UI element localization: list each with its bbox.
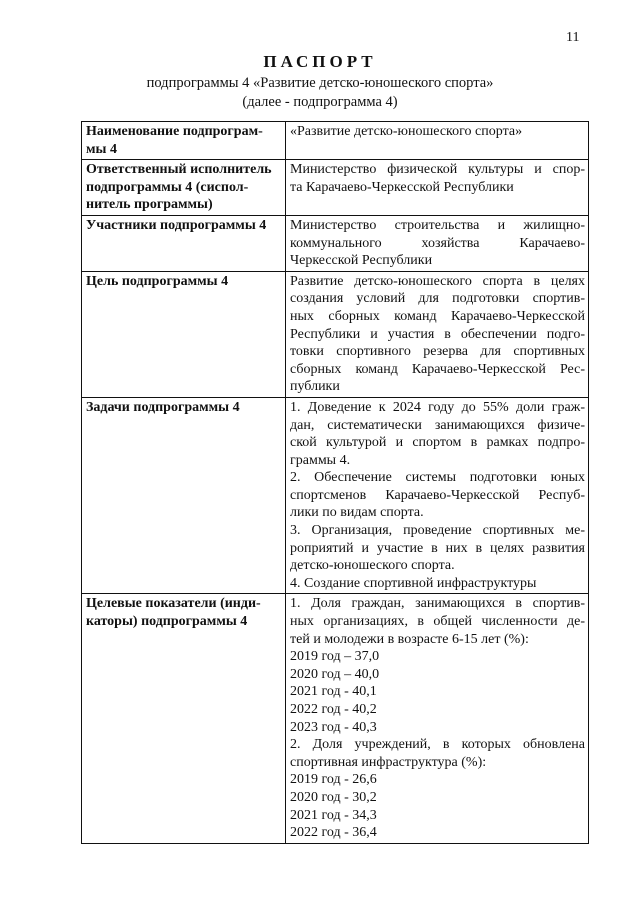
row-value-line: 4. Создание спортивной инфраструктуры — [290, 575, 537, 591]
row-value-line: Министерство физической культуры и спор- — [290, 162, 585, 178]
row-value-line: товки спортивного резерва для спортивных — [290, 344, 585, 360]
table-row — [82, 397, 589, 594]
row-value-line: создания условий для подготовки спортив- — [290, 291, 585, 307]
row-value — [286, 397, 589, 594]
row-label-line: каторы) подпрограммы 4 — [86, 614, 248, 630]
row-label — [82, 215, 286, 271]
row-value-line: ных организациях, в общей численности де- — [290, 614, 585, 630]
row-label-line: Ответственный исполнитель — [86, 162, 272, 178]
row-value-line: «Развитие детско-юношеского спорта» — [290, 124, 523, 139]
page-number: 11 — [566, 30, 580, 45]
row-value-line: 2020 год – 40,0 — [290, 666, 380, 682]
document-title: ПАСПОРТ — [263, 52, 377, 71]
row-label — [82, 271, 286, 397]
row-value-line: дан, систематически занимающихся физиче- — [290, 417, 585, 433]
row-value-line: граммы 4. — [290, 452, 351, 468]
row-label-line: Цель подпрограммы 4 — [86, 273, 229, 289]
row-value-line: та Карачаево-Черкесской Республики — [290, 179, 514, 195]
row-value-line: 2. Доля учреждений, в которых обновлена — [290, 737, 585, 753]
row-value-line: 2021 год - 40,1 — [290, 684, 377, 700]
row-value-line: 2019 год - 26,6 — [290, 772, 377, 788]
document-subtitle-note: (далее - подпрограмма 4) — [242, 94, 398, 110]
row-value-line: 3. Организация, проведение спортивных ме- — [290, 523, 585, 539]
table-row — [82, 215, 589, 271]
passport-table-body — [82, 122, 589, 844]
row-label — [82, 122, 286, 160]
row-label — [82, 397, 286, 594]
row-value-line: коммунального хозяйства Карачаево- — [290, 235, 585, 251]
row-value-line: ской культурой и спортом в рамках подпро- — [290, 435, 585, 451]
row-label-line: подпрограммы 4 (сиспол- — [86, 179, 249, 195]
passport-table — [81, 121, 589, 844]
row-value-line: 1. Доля граждан, занимающихся в спортив- — [290, 596, 585, 612]
row-label-line: мы 4 — [86, 141, 117, 157]
row-value-line: 2022 год - 40,2 — [290, 702, 377, 717]
row-value-line: Республики и участия в обеспечении подго- — [290, 326, 585, 342]
row-value-line: 2. Обеспечение системы подготовки юных — [290, 470, 585, 486]
row-label-line: Наименование подпрограм- — [86, 124, 263, 139]
row-value-line: публики — [290, 379, 340, 395]
row-label-line: нитель программы) — [86, 197, 213, 213]
row-value-line: 2023 год - 40,3 — [290, 719, 377, 735]
row-value — [286, 215, 589, 271]
row-label — [82, 160, 286, 216]
document-subtitle: подпрограммы 4 «Развитие детско-юношеского спорта» — [146, 75, 494, 91]
row-value-line: Черкесской Республики — [290, 253, 433, 269]
row-value-line: 2019 год – 37,0 — [290, 649, 380, 665]
table-row — [82, 594, 589, 843]
row-label-line: Участники подпрограммы 4 — [86, 217, 267, 233]
table-row — [82, 271, 589, 397]
row-value-line: сборных команд Карачаево-Черкесской Рес- — [290, 361, 585, 377]
row-value-line: Министерство строительства и жилищно- — [290, 217, 585, 233]
row-label-line: Целевые показатели (инди- — [86, 596, 261, 612]
row-value-line: 2021 год - 34,3 — [290, 807, 377, 823]
row-value-line: тей и молодежи в возрасте 6-15 лет (%): — [290, 631, 529, 647]
row-label — [82, 594, 286, 843]
row-value-line: 2022 год - 36,4 — [290, 825, 377, 841]
row-value-line: спортивная инфраструктура (%): — [290, 754, 487, 770]
row-value-line: Развитие детско-юношеского спорта в целях — [290, 273, 585, 289]
row-value-line: лики по видам спорта. — [290, 505, 424, 521]
table-row — [82, 160, 589, 216]
row-value-line: ных сборных команд Карачаево-Черкесской — [290, 308, 585, 324]
row-value-line: роприятий и участие в них в целях развития — [290, 540, 585, 556]
row-value-line: спортсменов Карачаево-Черкесской Респуб- — [290, 487, 585, 503]
row-value-line: детско-юношеского спорта. — [290, 558, 455, 574]
row-value-line: 2020 год - 30,2 — [290, 789, 377, 805]
row-value — [286, 122, 589, 160]
row-value-line: 1. Доведение к 2024 году до 55% доли граж- — [290, 399, 585, 415]
row-value — [286, 271, 589, 397]
row-label-line: Задачи подпрограммы 4 — [86, 399, 240, 415]
table-row — [82, 122, 589, 160]
row-value — [286, 160, 589, 216]
row-value — [286, 594, 589, 843]
